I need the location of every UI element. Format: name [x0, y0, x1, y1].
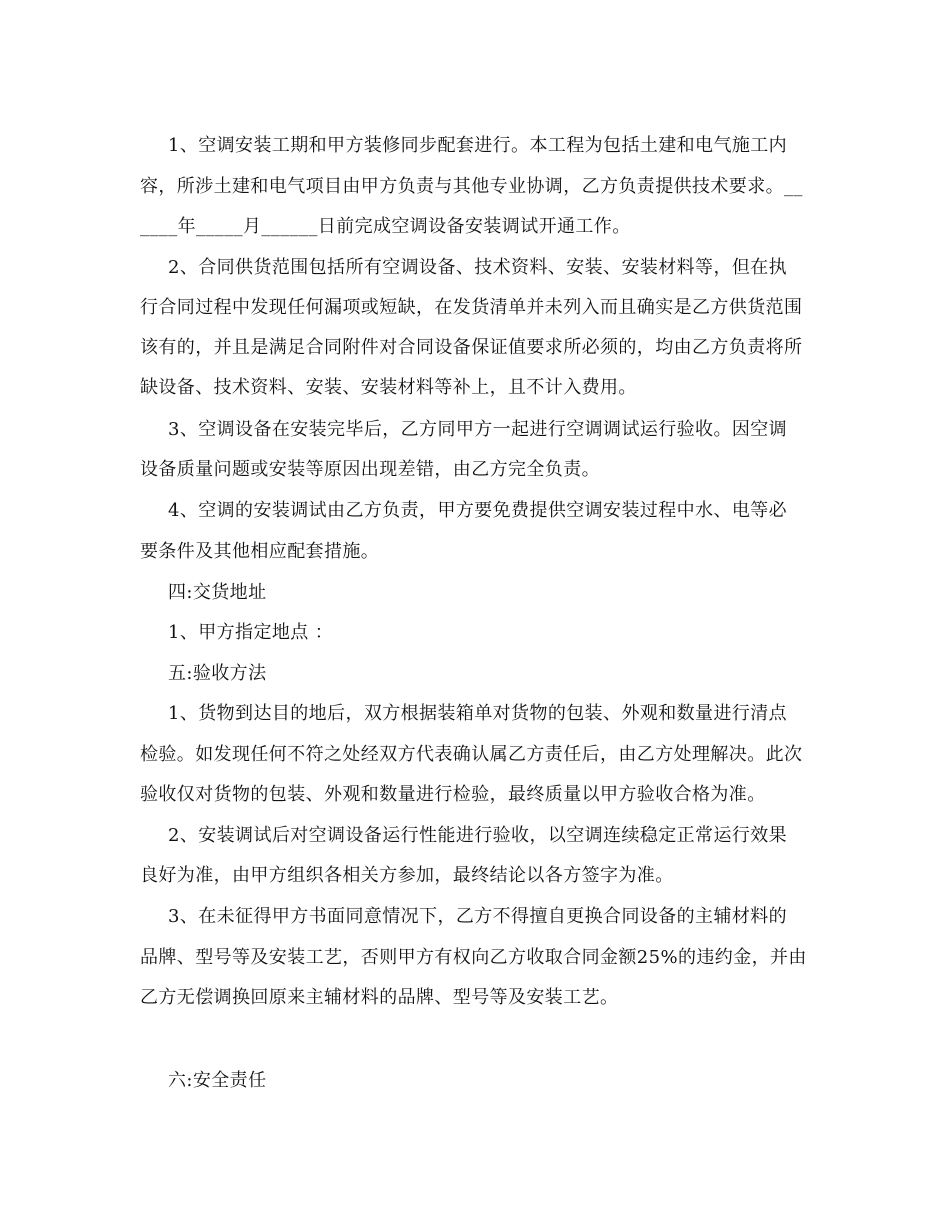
acceptance-item-1-line-3: 验收仅对货物的包装、外观和数量进行检验，最终质量以甲方验收合格为准。: [140, 784, 766, 805]
section-heading-safety-responsibility: 六:安全责任: [168, 1070, 267, 1091]
paragraph-2-line-3: 该有的，并且是满足合同附件对合同设备保证值要求所必须的，均由乙方负责将所: [140, 337, 803, 358]
paragraph-2-line-1: 2、合同供货范围包括所有空调设备、技术资料、安装、安装材料等，但在执: [168, 257, 788, 278]
paragraph-3-line-2: 设备质量问题或安装等原因出现差错，由乙方完全负责。: [140, 459, 600, 480]
acceptance-item-3-line-2: 品牌、型号等及安装工艺，否则甲方有权向乙方收取合同金额25%的违约金，并由: [140, 947, 807, 968]
acceptance-item-3-line-3: 乙方无偿调换回原来主辅材料的品牌、型号等及安装工艺。: [140, 987, 619, 1008]
paragraph-4-line-1: 4、空调的安装调试由乙方负责，甲方要免费提供空调安装过程中水、电等必: [168, 500, 788, 521]
section-heading-delivery-address: 四:交货地址: [168, 582, 267, 603]
paragraph-2-line-2: 行合同过程中发现任何漏项或短缺，在发货清单并未列入而且确实是乙方供货范围: [140, 297, 803, 318]
paragraph-3-line-1: 3、空调设备在安装完毕后，乙方同甲方一起进行空调调试运行验收。因空调: [168, 419, 788, 440]
paragraph-1-line-3: ____年_____月______日前完成空调设备安装调试开通工作。: [140, 216, 631, 237]
paragraph-1-line-2: 容，所涉土建和电气项目由甲方负责与其他专业协调，乙方负责提供技术要求。__: [140, 176, 803, 197]
delivery-address-item-1: 1、甲方指定地点 ：: [168, 622, 334, 643]
paragraph-4-line-2: 要条件及其他相应配套措施。: [140, 541, 380, 562]
acceptance-item-1-line-2: 检验。如发现任何不符之处经双方代表确认属乙方责任后，由乙方处理解决。此次: [140, 744, 803, 765]
acceptance-item-3-line-1: 3、在未征得甲方书面同意情况下，乙方不得擅自更换合同设备的主辅材料的: [168, 906, 788, 927]
acceptance-item-2-line-1: 2、安装调试后对空调设备运行性能进行验收，以空调连续稳定正常运行效果: [168, 825, 788, 846]
acceptance-item-1-line-1: 1、货物到达目的地后，双方根据装箱单对货物的包装、外观和数量进行清点: [168, 703, 788, 724]
acceptance-item-2-line-2: 良好为准，由甲方组织各相关方参加，最终结论以各方签字为准。: [140, 865, 674, 886]
paragraph-1-line-1: 1、空调安装工期和甲方装修同步配套进行。本工程为包括土建和电气施工内: [168, 135, 788, 156]
section-heading-acceptance-method: 五:验收方法: [168, 663, 267, 684]
paragraph-2-line-4: 缺设备、技术资料、安装、安装材料等补上，且不计入费用。: [140, 377, 637, 398]
